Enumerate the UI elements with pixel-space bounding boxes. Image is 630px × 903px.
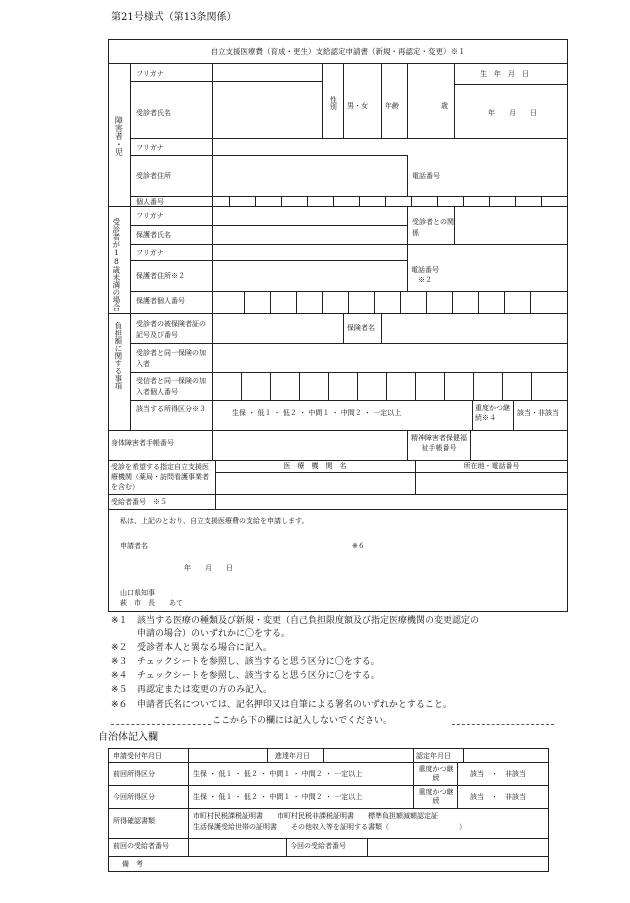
divider-text: ここから下の欄には記入しないでください。 (212, 716, 393, 726)
patient-phone-label: 電話番号 (412, 172, 440, 180)
facility-label: 受診を希望する指定自立支援医療機関（薬局・訪問看護事業者を含む） (111, 463, 209, 492)
applicant-note: ※６ (352, 542, 365, 550)
note-line: ※２ 受診者本人と異なる場合に記入。 (111, 643, 273, 653)
guardian-furigana-label: フリガナ (136, 212, 164, 220)
prev-severe-label: 重度かつ継続 (418, 765, 454, 783)
form-title: 自立支援医療費（育成・更生）支給認定申請書（新規・再認定・変更）※１ (210, 47, 466, 56)
patient-address-label: 受診者住所 (136, 172, 171, 180)
note-line: ※１ 該当する医療の種類及び新規・変更（自己負担限度額及び指定医療機関の変更認定の (111, 616, 480, 626)
remarks-label: 備 考 (122, 860, 143, 868)
facility-address-header: 所在地・電話番号 (463, 462, 520, 470)
sex-value[interactable]: 男・女 (347, 102, 368, 110)
note-line: ※５ 再認定または変更の方のみ記入。 (111, 685, 273, 695)
note-line: ※３ チェックシートを参照し、該当すると思う区分に〇をする。 (111, 657, 380, 667)
mental-cert-label: 精神障害者保健福祉手帳番号 (411, 434, 467, 452)
disability-cert-label: 身体障害者手帳番号 (111, 439, 174, 447)
docs-label: 所得確認書類 (113, 817, 155, 825)
guardian-side-label: 受診者が18歳未満の場合 (111, 218, 121, 311)
curr-recipient-label: 今回の受給者番号 (290, 842, 346, 850)
applicant-label: 申請者名 (120, 542, 148, 550)
birth-header: 生 年 月 日 (480, 70, 529, 78)
insurance-number-label: 受診者の被保険者証の記号及び番号 (136, 320, 206, 339)
same-insurance-mynumber-label: 受信者と同一保険の加入者個人番号 (136, 377, 206, 396)
income-category-label: 該当する所得区分※３ (136, 405, 206, 413)
note-line: ※４ チェックシートを参照し、該当すると思う区分に〇をする。 (111, 671, 380, 681)
insurer-name-label: 保険者名 (347, 324, 375, 332)
form-number: 第21号様式（第13条関係） (111, 12, 237, 23)
prev-severe-options[interactable]: 該当 ・ 非該当 (470, 770, 526, 778)
docs-line2[interactable]: 生活保護受給世帯の証明書 その他収入等を証明する書類（ ） (193, 823, 466, 831)
curr-income-options[interactable]: 生保 ・ 低１ ・ 低２ ・ 中間１ ・ 中間２ ・ 一定以上 (193, 793, 363, 801)
addressee-line1: 山口県知事 (120, 589, 155, 597)
burden-side-label: 負担額に関する事項 (113, 322, 123, 390)
sex-label: 性別 (329, 96, 338, 110)
declaration-text: 私は、上記のとおり、自立支援医療費の支給を申請します。 (120, 517, 309, 525)
birth-value[interactable]: 年 月 日 (488, 109, 537, 117)
age-label: 年齢 (385, 102, 399, 110)
guardian-furigana2-label: フリガナ (136, 249, 164, 257)
received-date-label: 申請受付年月日 (113, 752, 162, 760)
admin-title: 自治体記入欄 (98, 732, 158, 743)
addressee-line2: 萩 市 長 あて (120, 599, 183, 607)
application-date[interactable]: 年 月 日 (184, 564, 233, 572)
patient-side-label: 障害者・児 (114, 116, 124, 156)
patient-furigana-label: フリガナ (136, 70, 164, 78)
note-line: ※６ 申請者氏名については、記名押印又は自筆による署名のいずれかとすること。 (111, 700, 452, 710)
guardian-phone-label: 電話番号※２ (411, 266, 439, 284)
note-line: 申請の場合）のいずれかに〇をする。 (137, 629, 291, 639)
guardian-relation-label: 受診者との関係 (412, 218, 454, 237)
guardian-address-label: 保護者住所※２ (136, 272, 185, 280)
prev-income-label: 前回所得区分 (113, 770, 155, 778)
guardian-mynumber-label: 保護者個人番号 (136, 297, 185, 305)
curr-severe-label: 重度かつ継続 (418, 788, 454, 806)
patient-mynumber-label: 個人番号 (136, 198, 164, 206)
same-insurance-label: 受診者と同一保険の加入者 (136, 349, 206, 368)
prev-recipient-label: 前回の受給者番号 (113, 842, 169, 850)
curr-income-label: 今回所得区分 (113, 793, 155, 801)
docs-line1[interactable]: 市町村民税課税証明書 市町村民税非課税証明書 標準負担額減額認定証 (193, 812, 438, 820)
facility-name-header: 医 療 機 関 名 (283, 462, 347, 470)
patient-furigana2-label: フリガナ (136, 144, 164, 152)
prev-income-options[interactable]: 生保 ・ 低１ ・ 低２ ・ 中間１ ・ 中間２ ・ 一定以上 (193, 770, 363, 778)
income-options[interactable]: 生保 ・ 低１ ・ 低２ ・ 中間１ ・ 中間２ ・ 一定以上 (232, 409, 402, 417)
approval-date-label: 認定年月日 (416, 752, 451, 760)
curr-severe-options[interactable]: 該当 ・ 非該当 (470, 793, 526, 801)
admin-table (108, 748, 549, 872)
transfer-date-label: 進達年月日 (275, 752, 310, 760)
severe-options[interactable]: 該当・非該当 (517, 409, 559, 417)
severe-continuous-label: 重度かつ継続※４ (475, 404, 510, 422)
age-unit: 歳 (441, 102, 448, 110)
patient-name-label: 受診者氏名 (136, 109, 171, 117)
guardian-name-label: 保護者氏名 (136, 231, 171, 239)
recipient-number-label: 受給者番号 ※５ (111, 498, 167, 506)
